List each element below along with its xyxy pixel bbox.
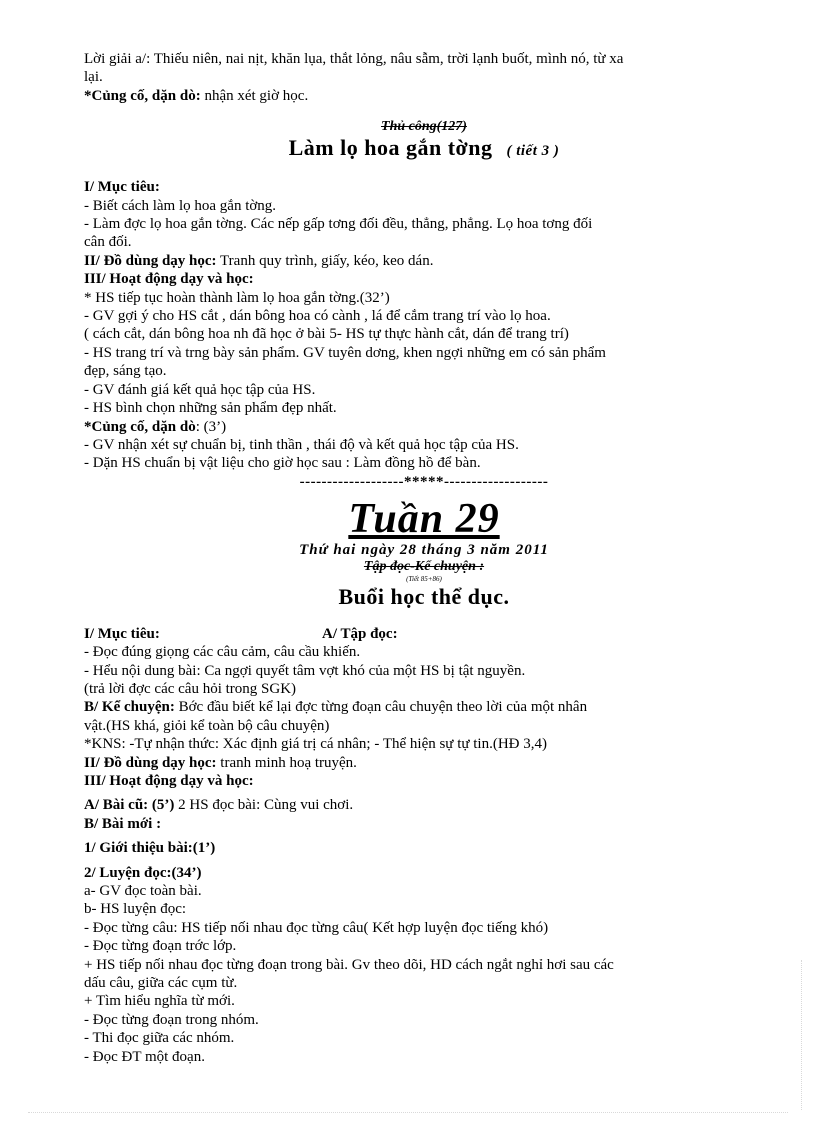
- lesson2-materials-line: [84, 754, 764, 772]
- lesson1-materials-text: Tranh quy trình, giấy, kéo, keo dán.: [216, 252, 434, 269]
- week-title: Tuần 29: [348, 495, 500, 542]
- review-label: *Củng cố, dặn dò:: [84, 87, 201, 104]
- lesson2-kns-line: *KNS: -Tự nhận thức: Xác định giá trị cá nhân; - Thể hiện sự tự tin.(HĐ 3,4): [84, 736, 547, 753]
- lesson1-review-time: : (3’): [195, 418, 227, 435]
- review-text: nhận xét giờ học.: [200, 87, 309, 104]
- lesson1-objective-line: - Làm đợc lọ hoa gắn tờng. Các nếp gấp tơng đối đều, thẳng, phẳng. Lọ hoa tơng đối: [84, 216, 593, 233]
- lesson2-title: Buổi học thể dục.: [338, 583, 510, 609]
- lesson1-activity-line: đẹp, sáng tạo.: [84, 363, 167, 380]
- lesson1-activity-line: * HS tiếp tục hoàn thành làm lọ hoa gắn tờng.(32’): [84, 289, 390, 306]
- lesson1-review-item: - Dặn HS chuẩn bị vật liệu cho giờ học sau : Làm đồng hồ để bàn.: [84, 455, 481, 472]
- lesson1-objectives-heading: I/ Mục tiêu:: [84, 179, 160, 196]
- lesson2-storytelling-cont: vật.(HS khá, giỏi kể toàn bộ câu chuyện): [84, 717, 330, 734]
- lesson2-practice-line: - Đọc từng câu: HS tiếp nối nhau đọc từng câu( Kết hợp luyện đọc tiếng khó): [84, 919, 549, 936]
- lesson2-practice-heading: 2/ Luyện đọc:(34’): [84, 864, 202, 881]
- lesson2-objectives-heading: [84, 625, 764, 643]
- lesson2-practice-line: dấu câu, giữa các cụm từ.: [84, 975, 238, 992]
- lesson1-review-line: [84, 418, 764, 436]
- lesson2-storytelling-text: Bớc đầu biết kể lại đợc từng đoạn câu chuyện theo lời của một nhân: [174, 699, 588, 716]
- lesson2-practice-line: - Đọc từng đoạn trong nhóm.: [84, 1011, 259, 1028]
- lesson2-storytelling-line: [84, 698, 764, 716]
- lesson1-review-item: - GV nhận xét sự chuẩn bị, tinh thần , thái độ và kết quả học tập của HS.: [84, 436, 519, 453]
- section-separator: -------------------*****-------------------: [299, 473, 549, 490]
- review-line: [84, 87, 764, 105]
- lesson2-practice-line: + Tìm hiểu nghĩa từ mới.: [84, 993, 235, 1010]
- lesson1-activity-line: - HS bình chọn những sản phẩm đẹp nhất.: [84, 400, 337, 417]
- lesson2-oldlesson-line: [84, 796, 764, 814]
- lesson2-objective-line: - Hểu nội dung bài: Ca ngợi quyết tâm vợt khó của một HS bị tật nguyền.: [84, 662, 526, 679]
- page-right-border: [801, 960, 802, 1110]
- lesson1-title: [84, 135, 764, 164]
- lesson1-objective-line: cân đối.: [84, 234, 132, 251]
- lesson2-objective-line: - Đọc đúng giọng các câu cảm, câu cầu khiến.: [84, 644, 361, 661]
- answer-line-2: lại.: [84, 69, 103, 86]
- lesson2-newlesson-heading: B/ Bài mới :: [84, 815, 162, 832]
- lesson1-materials-label: II/ Đồ dùng dạy học:: [84, 252, 217, 269]
- lesson1-activity-line: - GV gợi ý cho HS cắt , dán bông hoa có cành , lá để cắm trang trí vào lọ hoa.: [84, 308, 551, 325]
- lesson2-oldlesson-label: A/ Bài cũ: (5’): [84, 797, 175, 814]
- lesson1-activity-line: - HS trang trí và trng bày sản phẩm. GV tuyên dơng, khen ngợi những em có sản phẩm: [84, 344, 606, 361]
- lesson2-activities-heading: III/ Hoạt động dạy và học:: [84, 772, 254, 789]
- lesson1-subject: Thủ công(127): [381, 119, 467, 135]
- lesson2-subject: Tập đọc-Kể chuyện :: [363, 558, 485, 574]
- lesson1-review-label: *Củng cố, dặn dò: [84, 418, 196, 435]
- lesson1-period: ( tiết 3 ): [506, 143, 560, 160]
- lesson1-materials-line: [84, 252, 764, 270]
- lesson1-activity-line: - GV đánh giá kết quả học tập của HS.: [84, 381, 316, 398]
- lesson2-materials-text: tranh minh hoạ truyện.: [216, 754, 357, 771]
- lesson2-intro-heading: 1/ Giới thiệu bài:(1’): [84, 840, 216, 857]
- lesson2-practice-line: + HS tiếp nối nhau đọc từng đoạn trong bài. Gv theo dõi, HD cách ngắt nghỉ hơi sau các: [84, 956, 614, 973]
- lesson1-title-text: Làm lọ hoa gắn tờng: [288, 135, 493, 161]
- lesson1-activities-heading: III/ Hoạt động dạy và học:: [84, 271, 254, 288]
- lesson2-reading-label: A/ Tập đọc:: [322, 625, 398, 642]
- lesson1-objective-line: - Biết cách làm lọ hoa gắn tờng.: [84, 197, 277, 214]
- lesson2-storytelling-label: B/ Kể chuyện:: [84, 699, 175, 716]
- lesson2-period-note: (Tiết 85+86): [406, 574, 442, 583]
- lesson2-practice-line: b- HS luyện đọc:: [84, 901, 187, 918]
- document-page: [84, 50, 764, 1066]
- lesson1-activity-line: ( cách cắt, dán bông hoa nh đã học ở bài 5- HS tự thực hành cắt, dán để trang trí): [84, 326, 569, 343]
- lesson-date: Thứ hai ngày 28 tháng 3 năm 2011: [299, 541, 549, 558]
- lesson2-objectives-label: I/ Mục tiêu:: [84, 625, 160, 642]
- lesson2-objective-line: (trả lời đợc các câu hỏi trong SGK): [84, 680, 297, 697]
- lesson2-practice-line: - Đọc từng đoạn trớc lớp.: [84, 938, 237, 955]
- page-bottom-border: [28, 1112, 788, 1113]
- lesson2-materials-label: II/ Đồ dùng dạy học:: [84, 754, 217, 771]
- lesson2-practice-line: - Đọc ĐT một đoạn.: [84, 1048, 205, 1065]
- lesson2-practice-line: - Thi đọc giữa các nhóm.: [84, 1030, 235, 1047]
- lesson2-practice-line: a- GV đọc toàn bài.: [84, 883, 202, 899]
- lesson2-oldlesson-text: 2 HS đọc bài: Cùng vui chơi.: [174, 797, 354, 814]
- answer-line-1: Lời giải a/: Thiếu niên, nai nịt, khăn lụa, thắt lỏng, nâu sẫm, trời lạnh buốt, mình nó, từ xa: [84, 51, 624, 67]
